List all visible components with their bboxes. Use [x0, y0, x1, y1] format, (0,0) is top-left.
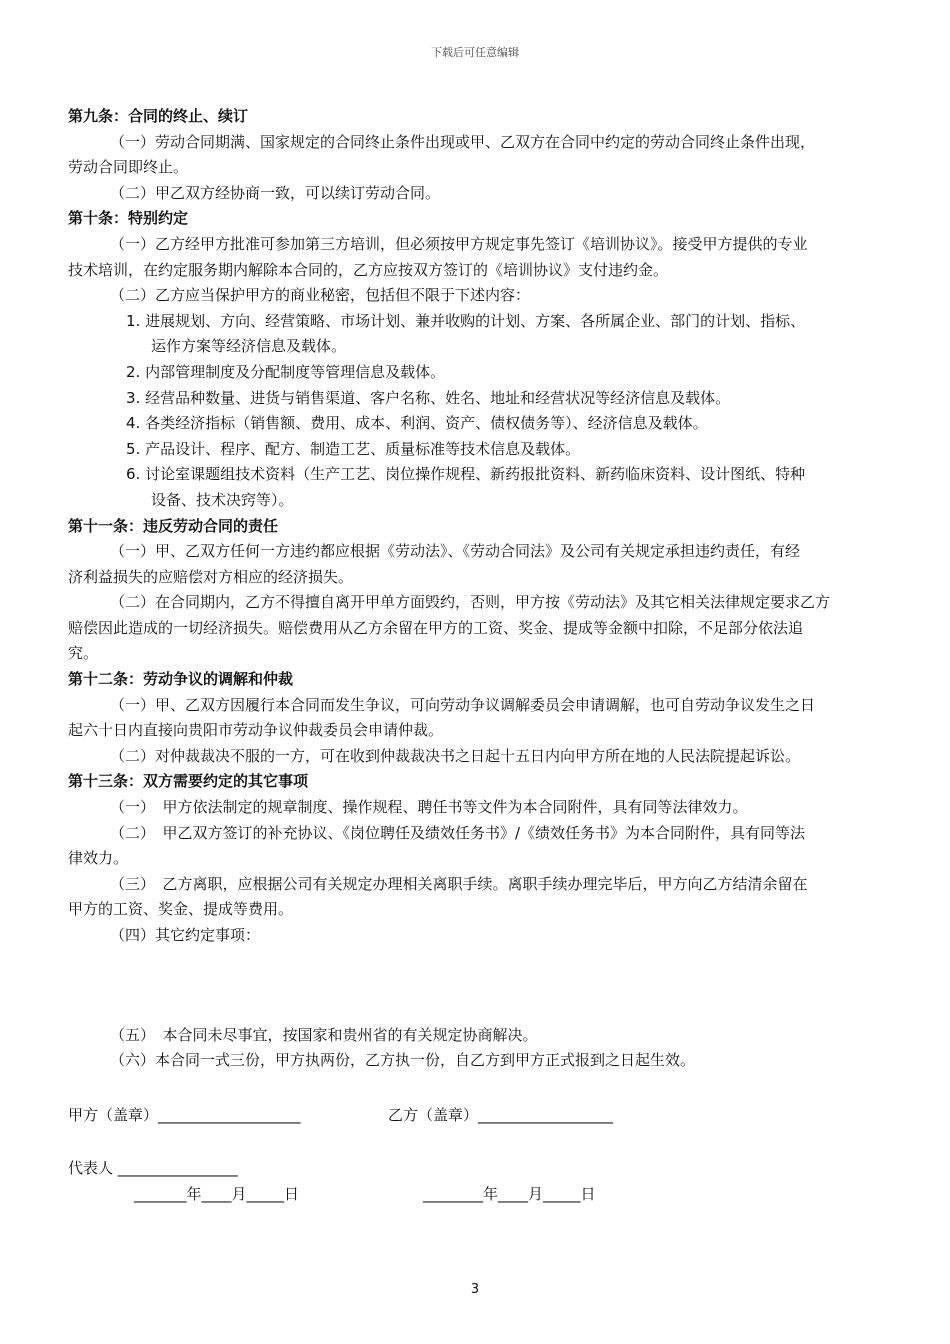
text-line: （二）乙方应当保护甲方的商业秘密，包括但不限于下述内容：: [110, 286, 531, 305]
text-line: （一） 甲方依法制定的规章制度、操作规程、聘任书等文件为本合同附件，具有同等法律效力。: [110, 798, 748, 817]
text-line: （二） 甲乙双方签订的补充协议、《岗位聘任及绩效任务书》/《绩效任务书》为本合同附件，具有同等法: [110, 823, 806, 842]
text-line: （一）甲、乙双方因履行本合同而发生争议，可向劳动争议调解委员会申请调解，也可自劳动争议发生之日: [110, 695, 816, 714]
text-line: （五） 本合同未尽事宜，按国家和贵州省的有关规定协商解决。: [110, 1025, 538, 1044]
party-a-seal: 甲方（盖章）___________________: [68, 1106, 301, 1124]
section-heading: 第十二条：劳动争议的调解和仲裁: [68, 670, 294, 689]
section-heading: 第十三条：双方需要约定的其它事项: [68, 772, 309, 791]
closing-section: [68, 1023, 908, 1074]
date-a: _______年____月_____日: [134, 1185, 300, 1203]
representative-line: 代表人 ________________: [68, 1159, 238, 1177]
text-line: （三） 乙方离职，应根据公司有关规定办理相关离职手续。离职手续办理完毕后，甲方向乙方结清余留在: [110, 874, 808, 893]
text-line: （四）其它约定事项：: [110, 926, 261, 944]
party-b-seal: 乙方（盖章）__________________: [388, 1106, 614, 1124]
text-line: 起六十日内直接向贵阳市劳动争议仲裁委员会申请仲裁。: [68, 721, 444, 740]
text-line: 5. 产品设计、程序、配方、制造工艺、质量标准等技术信息及载体。: [126, 439, 581, 458]
section-heading: 第九条：合同的终止、续订: [68, 107, 249, 125]
section-heading: 第十一条：违反劳动合同的责任: [68, 516, 279, 535]
text-line: （二）对仲裁裁决不服的一方，可在收到仲裁裁决书之日起十五日内向甲方所在地的人民法院提起诉讼。: [110, 746, 801, 765]
text-line: 赔偿因此造成的一切经济损失。赔偿费用从乙方余留在甲方的工资、奖金、提成等金额中扣除，不足部分依法追: [68, 618, 804, 637]
text-line: （六）本合同一式三份，甲方执两份，乙方执一份，自乙方到甲方正式报到之日起生效。: [110, 1051, 696, 1070]
date-b: ________年____月_____日: [423, 1185, 596, 1203]
header-note: 下载后可任意编辑: [431, 46, 519, 59]
text-line: 3. 经营品种数量、进货与销售渠道、客户名称、姓名、地址和经营状况等经济信息及载体。: [126, 388, 731, 407]
text-line: 济利益损失的应赔偿对方相应的经济损失。: [68, 567, 354, 586]
section-heading: 第十条：特别约定: [68, 209, 189, 228]
text-line: 6. 讨论室课题组技术资料（生产工艺、岗位操作规程、新药报批资料、新药临床资料、设计图纸、特种: [126, 465, 806, 484]
text-line: 设备、技术决窍等）。: [151, 490, 294, 509]
text-line: 1. 进展规划、方向、经营策略、市场计划、兼并收购的计划、方案、各所属企业、部门的计划、指标、: [126, 311, 806, 330]
text-line: （一）劳动合同期满、国家规定的合同终止条件出现或甲、乙双方在合同中约定的劳动合同终止条件出现，: [110, 132, 816, 151]
blank-space: [68, 949, 908, 1023]
page-number: 3: [470, 1282, 480, 1297]
document-body: [68, 104, 908, 1074]
text-line: 甲方的工资、奖金、提成等费用。: [68, 900, 294, 919]
text-line: 律效力。: [68, 849, 129, 868]
text-line: 究。: [68, 644, 99, 663]
main-section: [68, 104, 908, 949]
text-line: 2. 内部管理制度及分配制度等管理信息及载体。: [126, 362, 446, 381]
text-line: （二）甲乙双方经协商一致，可以续订劳动合同。: [110, 183, 441, 202]
text-line: （一）乙方经甲方批准可参加第三方培训，但必须按甲方规定事先签订《培训协议》。接受甲方提供的专业: [110, 234, 808, 253]
text-line: 技术培训，在约定服务期内解除本合同的，乙方应按双方签订的《培训协议》支付违约金。: [68, 260, 669, 279]
text-line: 劳动合同即终止。: [68, 158, 189, 177]
text-line: 4. 各类经济指标（销售额、费用、成本、利润、资产、债权债务等）、经济信息及载体。: [126, 414, 708, 433]
text-line: （二）在合同期内，乙方不得擅自离开甲单方面毁约，否则，甲方按《劳动法》及其它相关法律规定要求乙方: [110, 593, 831, 612]
text-line: 运作方案等经济信息及载体。: [151, 337, 347, 356]
text-line: （一）甲、乙双方任何一方违约都应根据《劳动法》、《劳动合同法》及公司有关规定承担违约责任，有经: [110, 542, 801, 561]
